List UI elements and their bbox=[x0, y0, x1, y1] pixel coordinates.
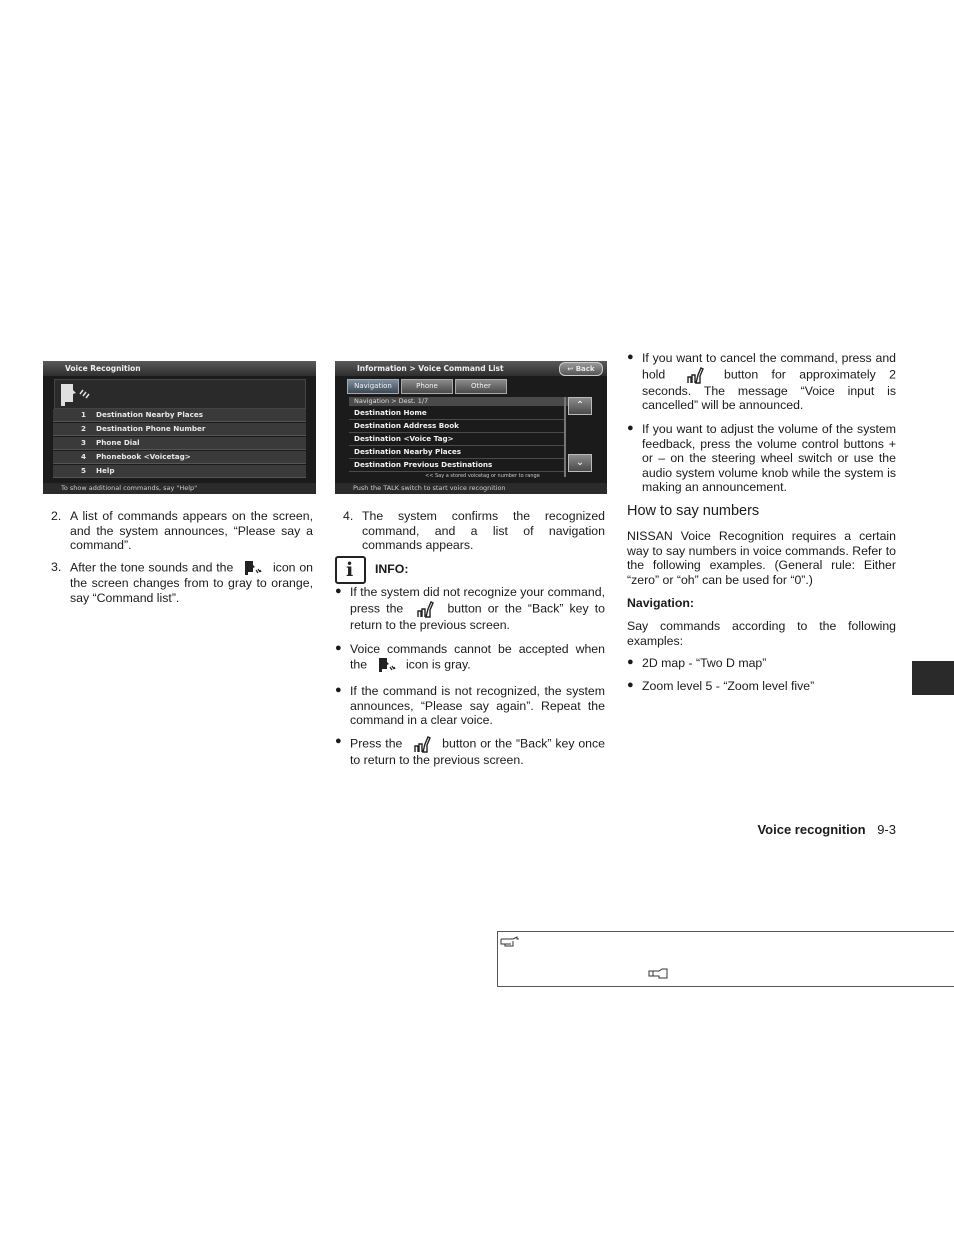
speaker-face-icon bbox=[55, 380, 95, 408]
reference-box bbox=[497, 931, 954, 987]
info-bullet-4: ● Press the button or the “Back” key once to return to the previous screen. bbox=[335, 735, 605, 767]
example-1: ● 2D map - “Two D map” bbox=[627, 656, 767, 670]
pointing-hand-icon bbox=[500, 935, 520, 947]
step-4: 4. The system confirms the recognized command, and a list of navigation commands appears. bbox=[343, 509, 605, 553]
back-arrow-icon: ↩ bbox=[567, 365, 576, 373]
section-heading: How to say numbers bbox=[627, 503, 760, 519]
range-hint: << Say a stored voicetag or number to range bbox=[425, 473, 540, 479]
list-item[interactable]: Destination Home bbox=[349, 407, 566, 420]
tab-other[interactable]: Other bbox=[455, 379, 507, 394]
talk-status-icon bbox=[54, 379, 306, 409]
back-button[interactable]: ↩ Back bbox=[559, 362, 603, 376]
info-bullet-1: ● If the system did not recognize your command, press the button or the “Back” key to return to the previous screen. bbox=[335, 585, 605, 632]
page-number: 9-3 bbox=[877, 822, 896, 837]
list-item[interactable]: Destination <Voice Tag> bbox=[349, 433, 566, 446]
info-bullet-2: ● Voice commands cannot be accepted when the icon is gray. bbox=[335, 642, 605, 671]
list-item[interactable]: 3 Phone Dial bbox=[53, 437, 306, 450]
navigation-heading: Navigation: bbox=[627, 596, 694, 610]
cancel-bullet: ● If you want to cancel the command, press and hold button for approximately 2 seconds. The message “Voice input is cancelled” will be announced. bbox=[627, 351, 897, 413]
numbers-paragraph: NISSAN Voice Recognition requires a certain way to say numbers in voice commands. Refer to the following examples. (General rule: Either “zero” or “oh” can be used for “0”.) bbox=[627, 529, 896, 587]
screen-hint: To show additional commands, say "Help" bbox=[43, 483, 316, 494]
tab-navigation[interactable]: Navigation bbox=[347, 379, 399, 394]
list-item[interactable]: Destination Nearby Places bbox=[349, 446, 566, 459]
voice-command-list-screenshot bbox=[335, 361, 607, 494]
talk-button-icon bbox=[412, 735, 432, 753]
chapter-tab bbox=[912, 661, 954, 695]
info-icon: i bbox=[335, 556, 366, 584]
volume-bullet: ● If you want to adjust the volume of the system feedback, press the volume control buttons + or – on the steering wheel switch or use the audio system volume knob while the system is making an announcement. bbox=[627, 422, 896, 495]
list-item[interactable]: 1 Destination Nearby Places bbox=[53, 409, 306, 422]
list-item[interactable]: Destination Previous Destinations bbox=[349, 459, 566, 472]
chevron-down-icon: ⌄ bbox=[575, 457, 585, 468]
voice-talk-icon bbox=[377, 657, 397, 673]
screen-hint: Push the TALK switch to start voice recognition bbox=[335, 483, 607, 494]
list-item[interactable]: 4 Phonebook <Voicetag> bbox=[53, 451, 306, 464]
talk-button-icon bbox=[415, 600, 435, 618]
info-heading: INFO: bbox=[375, 562, 409, 576]
list-item[interactable]: Destination Address Book bbox=[349, 420, 566, 433]
tab-phone[interactable]: Phone bbox=[401, 379, 453, 394]
voice-recognition-screenshot bbox=[43, 361, 316, 494]
step-3: 3. After the tone sounds and the icon on the screen changes from to gray to orange, say “Command list”. bbox=[51, 560, 313, 605]
talk-button-icon bbox=[685, 366, 705, 384]
info-bullet-3: ● If the command is not recognized, the system announces, “Please say again”. Repeat the command in a clear voice. bbox=[335, 684, 605, 728]
chevron-up-icon: ⌃ bbox=[575, 400, 585, 411]
list-item[interactable]: 5 Help bbox=[53, 465, 306, 478]
list-item[interactable]: 2 Destination Phone Number bbox=[53, 423, 306, 436]
navigation-paragraph: Say commands according to the following examples: bbox=[627, 619, 896, 648]
step-2: 2. A list of commands appears on the screen, and the system announces, “Please say a command”. bbox=[51, 509, 313, 553]
example-2: ● Zoom level 5 - “Zoom level five” bbox=[627, 679, 815, 693]
scroll-up-button[interactable] bbox=[568, 397, 592, 415]
page-footer bbox=[700, 822, 896, 837]
scroll-down-button[interactable] bbox=[568, 454, 592, 472]
screen-title: Voice Recognition bbox=[43, 361, 316, 376]
pointing-hand-icon bbox=[648, 968, 668, 980]
breadcrumb: Navigation > Dest. 1/7 bbox=[349, 397, 571, 406]
voice-talk-icon bbox=[243, 560, 263, 576]
screen-title: Information > Voice Command List bbox=[335, 361, 607, 376]
scrollbar-track[interactable] bbox=[564, 397, 566, 477]
section-name: Voice recognition bbox=[757, 822, 866, 837]
